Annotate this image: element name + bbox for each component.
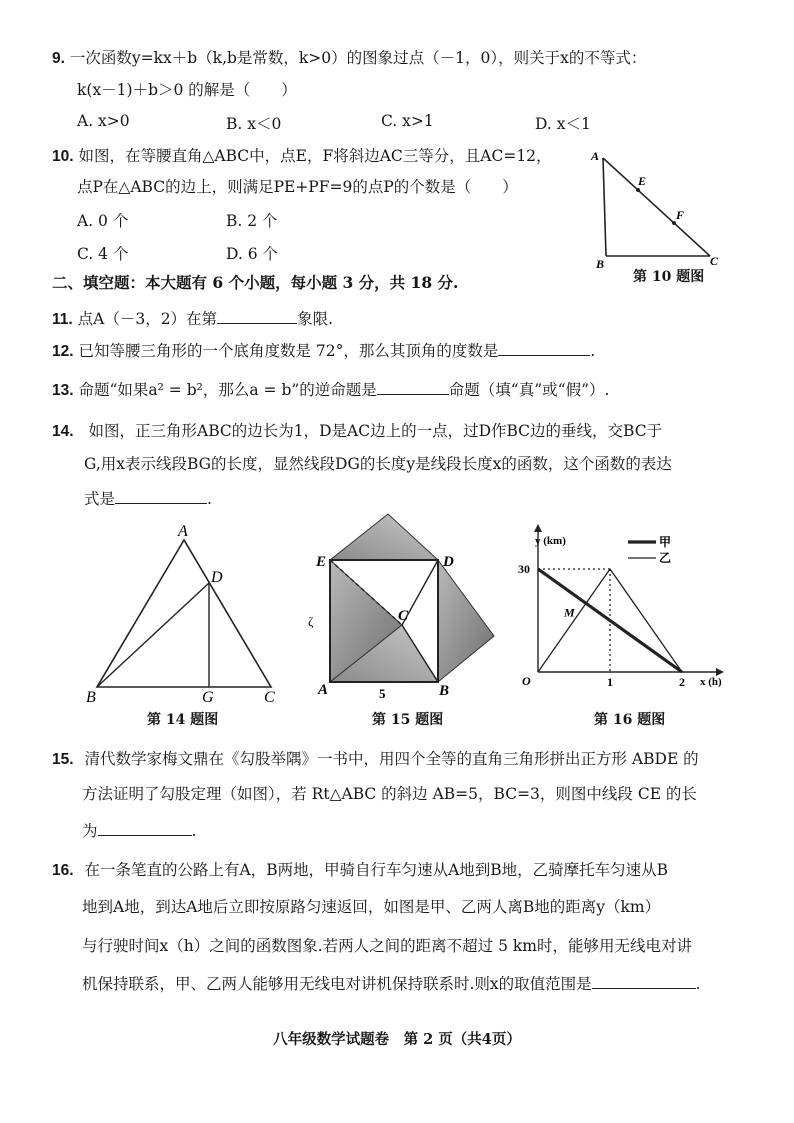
q14-triangle-abc	[97, 540, 271, 687]
q16-y-tick-label: 30	[518, 562, 530, 576]
q10-option-b: B. 2 个	[226, 212, 278, 230]
q16-answer-blank[interactable]	[592, 974, 696, 989]
q14-text-3-post: .	[207, 490, 212, 508]
q15-text-3-pre: 为	[82, 822, 98, 840]
q10-line1	[52, 145, 552, 168]
q15-figure	[302, 508, 522, 703]
q16-chart	[516, 520, 736, 700]
q13-answer-blank[interactable]	[377, 380, 449, 395]
q9-text-1: 一次函数y=kx＋b（k,b是常数，k>0）的图象过点（－1，0），则关于x的不等式：	[69, 49, 647, 67]
q14-label-a: A	[178, 523, 188, 540]
q13-text-post: 命题（填“真”或“假”）.	[448, 381, 610, 399]
q14-label-g: G	[202, 689, 214, 705]
q15-label-b: B	[439, 683, 450, 699]
q11-text-pre: 点A（－3，2）在第	[77, 310, 218, 328]
q15-text-3-post: .	[191, 822, 197, 840]
q16-number: 16.	[52, 862, 74, 879]
q15-triangle-top	[330, 514, 438, 560]
q9-line1	[52, 47, 646, 70]
q9-option-d: D. x＜1	[535, 115, 591, 133]
q16-y-axis-arrow	[534, 524, 542, 532]
q11-line	[52, 308, 333, 331]
q16-text-4-post: .	[695, 975, 701, 993]
q10-label-c: C	[710, 254, 719, 268]
q15-label-side: 5	[379, 686, 386, 701]
q14-line2: G,用x表示线段BG的长度，显然线段DG的长度y是线段长度x的函数，这个函数的表达	[84, 455, 672, 473]
q16-line2: 地到A地，到达A地后立即按原路匀速返回，如图是甲、乙两人离B地的距离y（km）	[82, 898, 661, 916]
q15-label-left-mark: ζ	[308, 614, 314, 629]
q16-origin-label: O	[522, 674, 531, 688]
q15-label-d: D	[443, 554, 454, 570]
q9-line2: k(x－1)＋b＞0 的解是（ ）	[77, 81, 297, 99]
q12-number: 12.	[52, 343, 74, 360]
q14-figure	[80, 520, 285, 705]
q9-option-b: B. x＜0	[226, 115, 282, 133]
q15-line2: 方法证明了勾股定理（如图），若 Rt△ABC 的斜边 AB=5，BC=3，则图中线段 CE 的长	[82, 785, 697, 803]
q16-caption: 第 16 题图	[594, 712, 666, 728]
q16-legend-label-1: 甲	[659, 535, 672, 549]
q10-option-a: A. 0 个	[77, 212, 129, 230]
q11-text-post: 象限.	[297, 310, 333, 328]
q12-line	[52, 340, 595, 363]
q9-option-c: C. x>1	[381, 112, 434, 130]
q14-text-1: 如图，正三角形ABC的边长为1，D是AC边上的一点，过D作BC边的垂线，交BC于	[88, 422, 663, 440]
q16-text-4-pre: 机保持联系，甲、乙两人能够用无线电对讲机保持联系时.则x的取值范围是	[82, 975, 592, 993]
q9-option-a: A. x>0	[77, 112, 130, 130]
q16-legend-label-2: 乙	[659, 551, 672, 565]
q16-y-axis-label: y (km)	[535, 535, 566, 547]
q10-figure	[588, 146, 728, 271]
q15-text-1: 清代数学家梅文鼎在《勾股举隅》一书中，用四个全等的直角三角形拼出正方形 ABDE 的	[84, 750, 699, 768]
q12-answer-blank[interactable]	[498, 341, 590, 356]
q14-text-3-pre: 式是	[84, 490, 116, 508]
q14-label-b: B	[86, 689, 96, 705]
q15-triangle-right	[438, 560, 494, 682]
q15-caption: 第 15 题图	[372, 712, 444, 728]
q10-side-ac	[603, 158, 710, 256]
q13-number: 13.	[52, 382, 74, 399]
q10-option-d: D. 6 个	[226, 245, 279, 263]
q14-line3	[84, 488, 212, 510]
q14-segment-bd	[97, 583, 209, 687]
q10-label-b: B	[596, 257, 605, 271]
q10-text-1: 如图，在等腰直角△ABC中，点E，F将斜边AC三等分，且AC=12，	[78, 147, 552, 165]
q16-line4	[82, 973, 701, 995]
q16-x-axis-arrow	[716, 668, 724, 676]
q14-label-c: C	[264, 689, 275, 705]
section-2-heading: 二、填空题：本大题有 6 个小题，每小题 3 分，共 18 分.	[52, 273, 459, 292]
q10-caption: 第 10 题图	[633, 269, 705, 285]
q10-side-ab	[603, 158, 606, 256]
q15-line1	[52, 748, 699, 771]
q11-number: 11.	[52, 311, 73, 328]
q14-line1	[52, 420, 662, 443]
q13-line	[52, 379, 609, 402]
q10-label-f: F	[676, 208, 685, 222]
q11-answer-blank[interactable]	[217, 309, 297, 324]
q15-label-e: E	[316, 554, 327, 570]
q10-label-e: E	[638, 174, 647, 188]
q14-number: 14.	[52, 423, 74, 440]
page-footer: 八年级数学试题卷 第 2 页（共4页）	[273, 1031, 521, 1048]
q12-text-pre: 已知等腰三角形的一个底角度数是 72°，那么其顶角的度数是	[78, 342, 499, 360]
q15-label-c: C	[398, 608, 409, 624]
q16-point-m-label: M	[564, 605, 575, 620]
q15-number: 15.	[52, 751, 74, 768]
q9-number: 9.	[52, 50, 65, 67]
q16-x-tick-label: 1	[607, 675, 613, 689]
q10-option-c: C. 4 个	[77, 245, 129, 263]
q10-line2: 点P在△ABC的边上，则满足PE+PF=9的点P的个数是（ ）	[77, 178, 518, 196]
q16-x-tick-label: 2	[679, 675, 685, 689]
q14-label-d: D	[211, 569, 223, 586]
q12-text-post: .	[590, 342, 596, 360]
q14-answer-blank[interactable]	[115, 489, 207, 504]
q10-number: 10.	[52, 148, 74, 165]
q15-line3	[82, 820, 196, 842]
q16-line1	[52, 859, 668, 882]
q10-point-e	[636, 188, 640, 192]
q16-text-1: 在一条笔直的公路上有A，B两地，甲骑自行车匀速从A地到B地，乙骑摩托车匀速从B	[84, 861, 669, 879]
q15-label-a: A	[318, 682, 329, 698]
q14-caption: 第 14 题图	[147, 712, 219, 728]
q10-label-a: A	[591, 149, 600, 163]
q13-text-pre: 命题“如果a² = b²，那么a = b”的逆命题是	[78, 381, 377, 399]
q15-answer-blank[interactable]	[98, 821, 192, 836]
q16-line3: 与行驶时间x（h）之间的函数图象.若两人之间的距离不超过 5 km时，能够用无线电对讲	[82, 937, 692, 955]
q16-x-axis-label: x (h)	[700, 676, 722, 688]
